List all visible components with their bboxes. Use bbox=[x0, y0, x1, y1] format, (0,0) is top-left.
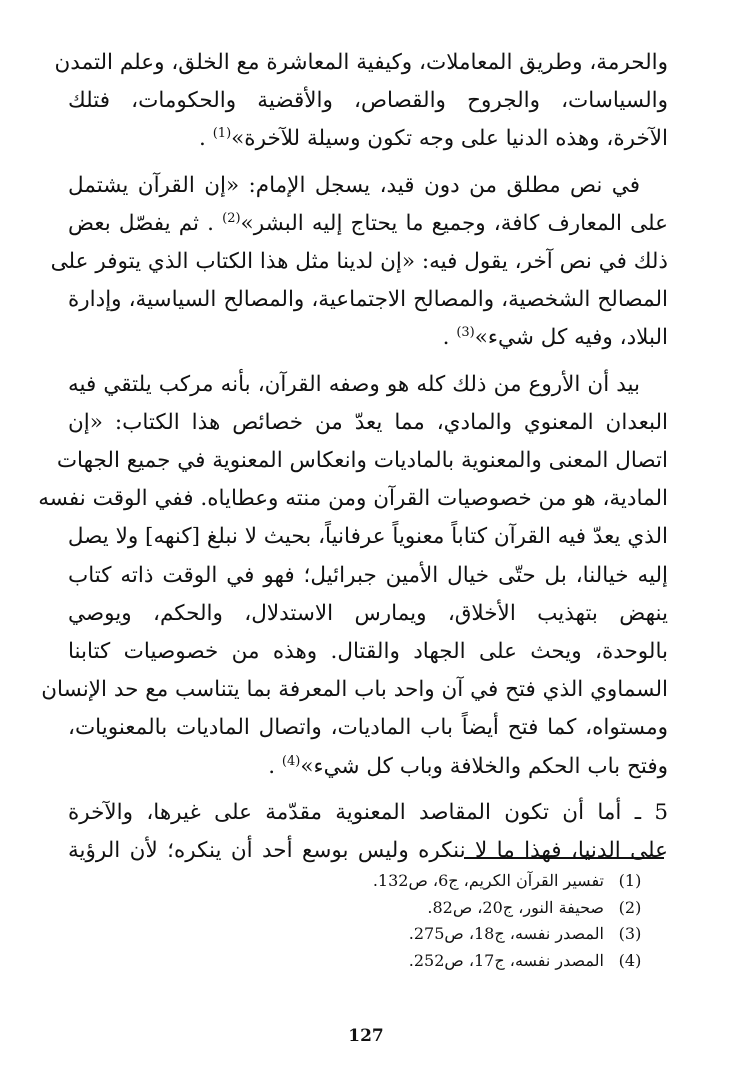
text-line: اتصال المعنى والمعنوية بالماديات وانعكاس المعنوية في جميع الجهات bbox=[56, 448, 668, 474]
paragraph-2 bbox=[50, 167, 668, 358]
text-line: البعدان المعنوي والمادي، مما يعدّ من خصائص هذا الكتاب: «إن bbox=[68, 409, 668, 435]
footnote-ref[interactable]: (1) bbox=[212, 126, 232, 142]
footnote-item bbox=[373, 948, 644, 975]
text-line: السماوي الذي فتح في آن واحد باب المعرفة بما يتناسب مع حد الإنسان bbox=[41, 677, 668, 703]
footnote-number: (1) bbox=[618, 871, 642, 890]
footnotes-list bbox=[373, 868, 644, 974]
text-line: والسياسات، والجروح والقصاص، والأقضية والحكومات، فتلك bbox=[68, 88, 668, 114]
text-line bbox=[68, 120, 668, 158]
text-line: ومستواه، كما فتح أيضاً باب الماديات، واتصال الماديات بالمعنويات، bbox=[68, 715, 668, 741]
text-line: المصالح الشخصية، والمصالح الاجتماعية، والمصالح السياسية، وإدارة bbox=[68, 287, 668, 313]
footnote-divider bbox=[464, 857, 664, 859]
text-segment: البلاد، وفيه كل شيء» bbox=[474, 325, 668, 351]
footnote-ref[interactable]: (4) bbox=[281, 753, 301, 769]
footnote-number: (2) bbox=[618, 897, 642, 917]
text-segment: . bbox=[268, 753, 276, 779]
paragraph-3 bbox=[38, 366, 668, 786]
text-line: إليه خيالنا، بل حتّى خيال الأمين جبرائيل؛ فهو في الوقت ذاته كتاب bbox=[68, 562, 668, 588]
text-segment: الآخرة، وهذه الدنيا على وجه تكون وسيلة للآخرة» bbox=[231, 126, 668, 152]
text-line: في نص مطلق من دون قيد، يسجل الإمام: «إن القرآن يشتمل bbox=[68, 172, 640, 198]
page-body bbox=[38, 44, 668, 870]
footnote-text: تفسير القرآن الكريم، ج6، ص132. bbox=[372, 871, 604, 890]
text-line: الذي يعدّ فيه القرآن كتاباً معنوياً عرفانياً، بحيث لا نبلغ [كنهه] ولا يصل bbox=[67, 524, 668, 550]
text-line: ينهض بتهذيب الأخلاق، ويمارس الاستدلال، والحكم، ويوصي bbox=[68, 600, 668, 626]
text-line bbox=[68, 748, 668, 786]
footnote-item bbox=[373, 921, 644, 948]
text-line: بالوحدة، ويحث على الجهاد والقتال. وهذه من خصوصيات كتابنا bbox=[68, 639, 668, 665]
footnote-text: المصدر نفسه، ج18، ص275. bbox=[408, 924, 604, 943]
footnote-ref[interactable]: (2) bbox=[222, 210, 241, 226]
footnote-number: (3) bbox=[618, 924, 642, 943]
footnote-item bbox=[373, 868, 644, 895]
text-segment: . bbox=[442, 325, 450, 351]
text-segment: . ثم يفصّل بعض bbox=[68, 210, 214, 236]
footnote-number: (4) bbox=[618, 950, 642, 970]
footnote-item bbox=[373, 895, 644, 922]
text-line: المادية، هو من خصوصيات القرآن ومن منته وعطاياه. ففي الوقت نفسه bbox=[38, 486, 668, 512]
text-segment: وفتح باب الحكم والخلافة وباب كل شيء» bbox=[300, 753, 668, 779]
text-line: والحرمة، وطريق المعاملات، وكيفية المعاشرة مع الخلق، وعلم التمدن bbox=[54, 50, 668, 75]
page-number: 127 bbox=[348, 1026, 384, 1046]
text-segment: على المعارف كافة، وجميع ما يحتاج إليه البشر» bbox=[240, 210, 668, 236]
text-segment: . bbox=[199, 126, 206, 152]
text-line bbox=[68, 205, 668, 243]
paragraph-1 bbox=[54, 44, 668, 159]
footnote-ref[interactable]: (3) bbox=[456, 325, 475, 341]
text-line: على الدنيا، فهذا ما لا ننكره وليس بوسع أحد أن ينكره؛ لأن الرؤية bbox=[68, 838, 668, 864]
footnote-text: المصدر نفسه، ج17، ص252. bbox=[408, 950, 604, 970]
text-line: بيد أن الأروع من ذلك كله هو وصفه القرآن، بأنه مركب يلتقي فيه bbox=[68, 371, 640, 397]
text-line: 5 ـ أما أن تكون المقاصد المعنوية مقدّمة على غيرها، والآخرة bbox=[68, 799, 668, 825]
text-line: ذلك في نص آخر، يقول فيه: «إن لدينا مثل هذا الكتاب الذي يتوفر على bbox=[50, 249, 668, 275]
footnote-text: صحيفة النور، ج20، ص82. bbox=[427, 897, 604, 917]
text-line bbox=[68, 319, 668, 357]
